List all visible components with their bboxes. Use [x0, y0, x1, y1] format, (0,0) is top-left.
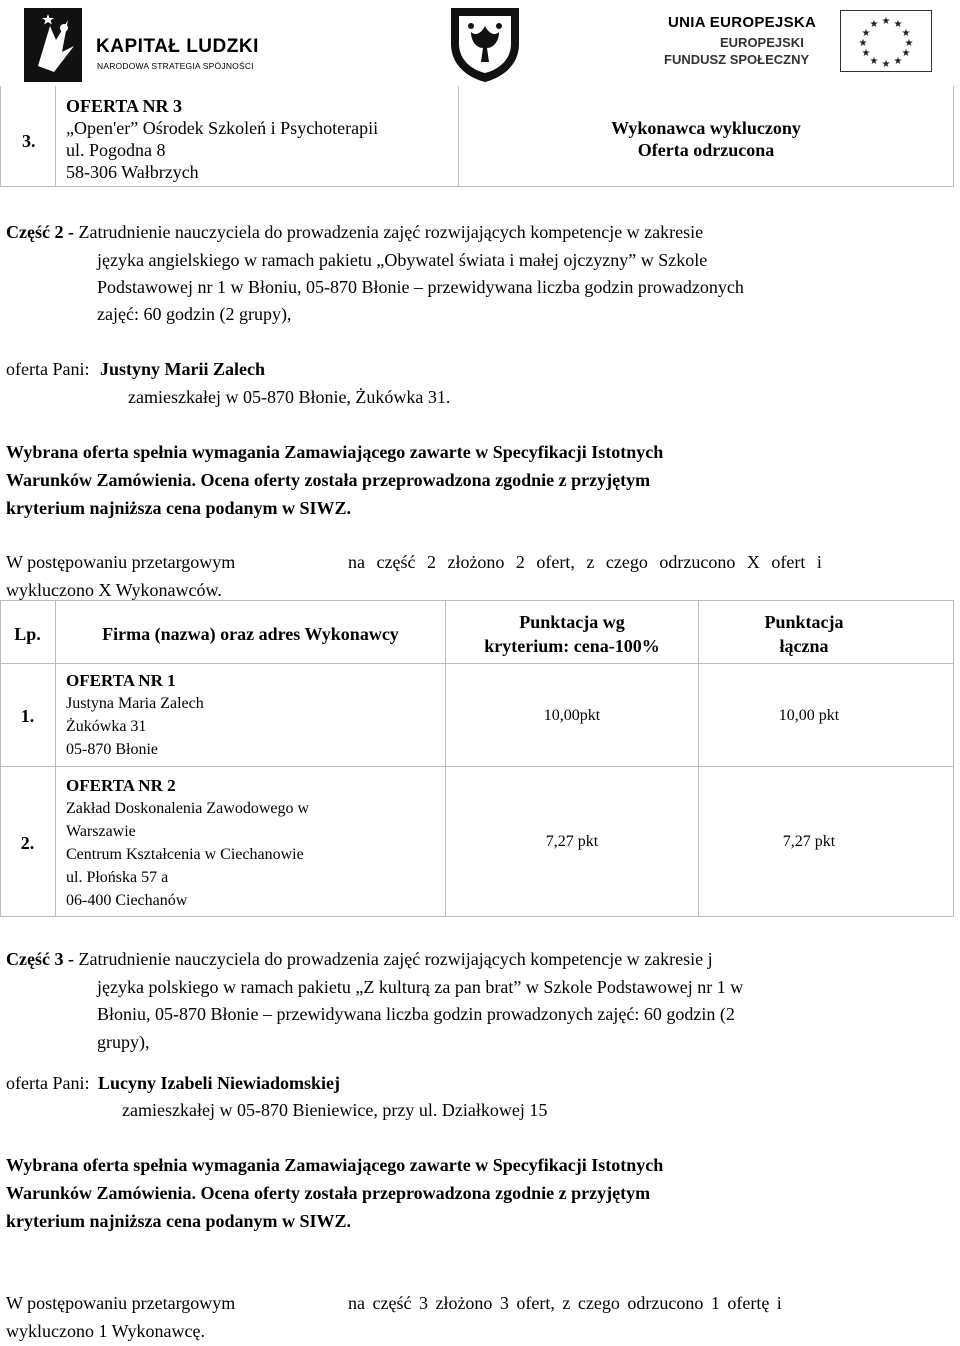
svg-text:★: ★ — [861, 28, 871, 39]
row-score: 10,00pkt — [543, 707, 601, 724]
part3-heading-line: grupy), — [97, 1032, 150, 1052]
top-offer-line: ul. Pogodna 8 — [66, 140, 166, 160]
part3-summary-2: wykluczono 1 Wykonawcę. — [6, 1321, 206, 1341]
eu-logo — [660, 8, 940, 80]
results-table — [0, 600, 955, 918]
row-line: 06-400 Ciechanów — [66, 892, 188, 909]
row-total: 10,00 pkt — [778, 707, 840, 724]
part3-offer-address: zamieszkałej w 05-870 Bieniewice, przy ul. Działkowej 15 — [122, 1100, 548, 1120]
top-status-2: Oferta odrzucona — [637, 140, 775, 160]
row-line: Żukówka 31 — [66, 718, 147, 735]
table-row — [0, 663, 954, 766]
row-line: Zakład Doskonalenia Zawodowego w — [66, 800, 310, 817]
svg-text:★: ★ — [869, 19, 879, 30]
table-header-firm: Firma (nazwa) oraz adres Wykonawcy — [102, 624, 399, 644]
row-total: 7,27 pkt — [782, 833, 836, 850]
part3-selected-line: Warunków Zamówienia. Ocena oferty została przeprowadzona zgodnie z przyjętym — [6, 1183, 651, 1203]
part3-selected-line: Wybrana oferta spełnia wymagania Zamawiającego zawarte w Specyfikacji Istotnych — [6, 1155, 664, 1175]
crest-icon — [445, 4, 525, 84]
row-lp: 2. — [20, 833, 35, 853]
top-status-1: Wykonawca wykluczony — [611, 118, 801, 138]
part2-heading-label: Część 2 - — [6, 222, 74, 242]
row-line: Warszawie — [66, 823, 136, 840]
part2-heading-line: języka angielskiego w ramach pakietu „Obywatel świata i małej ojczyzny” w Szkole — [97, 250, 708, 270]
part2-offer — [6, 358, 265, 380]
part3-offer-name: Lucyny Izabeli Niewiadomskiej — [97, 1073, 340, 1093]
part2-selected-line: Wybrana oferta spełnia wymagania Zamawiającego zawarte w Specyfikacji Istotnych — [6, 442, 664, 462]
top-offer-line: „Open'er” Ośrodek Szkoleń i Psychoterapii — [66, 118, 379, 138]
row-offer: OFERTA NR 2 — [66, 776, 176, 795]
eu-line1: UNIA EUROPEJSKA — [668, 14, 817, 31]
part2-heading — [6, 221, 703, 243]
part3-heading-label: Część 3 - — [6, 949, 74, 969]
row-line: Justyna Maria Zalech — [66, 695, 204, 712]
eu-line2: EUROPEJSKI — [720, 35, 804, 50]
top-offer-title: OFERTA NR 3 — [66, 96, 183, 116]
logo-subtitle: NARODOWA STRATEGIA SPÓJNOŚCI — [97, 61, 254, 71]
part2-offer-address: zamieszkałej w 05-870 Błonie, Żukówka 31. — [128, 387, 451, 407]
svg-text:★: ★ — [881, 59, 891, 70]
table-header-lp: Lp. — [14, 624, 41, 644]
svg-text:★: ★ — [893, 19, 903, 30]
table-header-total: łączna — [779, 636, 829, 656]
top-offer-line: 58-306 Wałbrzych — [66, 162, 199, 182]
eu-stars-icon — [840, 10, 932, 72]
part2-offer-name: Justyny Marii Zalech — [99, 359, 265, 379]
svg-text:★: ★ — [893, 56, 903, 67]
part3-heading-line: języka polskiego w ramach pakietu „Z kulturą za pan brat” w Szkole Podstawowej nr 1 w — [97, 977, 744, 997]
part3-heading-line: Błoniu, 05-870 Błonie – przewidywana liczba godzin prowadzonych zajęć: 60 godzin (2 — [97, 1004, 735, 1024]
part3-selected-line: kryterium najniższa cena podanym w SIWZ. — [6, 1211, 352, 1231]
row-line: Centrum Kształcenia w Ciechanowie — [66, 846, 304, 863]
part2-offer-prefix: oferta Pani: — [6, 359, 90, 379]
svg-text:★: ★ — [901, 48, 911, 59]
part3-offer — [6, 1072, 340, 1094]
part3-summary-a: W postępowaniu przetargowym — [6, 1293, 236, 1313]
svg-text:★: ★ — [858, 38, 868, 49]
part2-selected-line: kryterium najniższa cena podanym w SIWZ. — [6, 498, 352, 518]
top-row-number: 3. — [22, 131, 36, 151]
row-lp: 1. — [20, 706, 35, 726]
svg-text:★: ★ — [901, 28, 911, 39]
part2-selected-line: Warunków Zamówienia. Ocena oferty została przeprowadzona zgodnie z przyjętym — [6, 470, 651, 490]
svg-text:★: ★ — [861, 48, 871, 59]
row-score: 7,27 pkt — [545, 833, 599, 850]
eu-line3: FUNDUSZ SPOŁECZNY — [664, 52, 810, 67]
table-row — [0, 766, 954, 916]
row-line: ul. Płońska 57 a — [66, 869, 169, 886]
part2-heading-line: zajęć: 60 godzin (2 grupy), — [97, 304, 292, 324]
part3-heading — [6, 948, 713, 970]
table-header-total: Punktacja — [764, 612, 844, 632]
row-line: 05-870 Błonie — [66, 741, 158, 758]
table-header-score: Punktacja wg — [519, 612, 625, 632]
part2-heading-text: Zatrudnienie nauczyciela do prowadzenia zajęć rozwijających kompetencje w zakresie — [78, 222, 704, 242]
part2-summary-a: W postępowaniu przetargowym — [6, 552, 236, 572]
kapital-ludzki-emblem-icon — [18, 6, 88, 84]
svg-text:★: ★ — [904, 38, 914, 49]
part2-heading-line: Podstawowej nr 1 w Błoniu, 05-870 Błonie – przewidywana liczba godzin prowadzonych — [97, 277, 744, 297]
svg-text:★: ★ — [881, 16, 891, 27]
part2-summary-2: wykluczono X Wykonawców. — [6, 580, 222, 600]
svg-text:★: ★ — [869, 56, 879, 67]
part3-summary-b: na część 3 złożono 3 ofert, z czego odrzucono 1 ofertę i — [348, 1293, 782, 1313]
row-offer: OFERTA NR 1 — [66, 671, 176, 690]
part2-summary-b: na część 2 złożono 2 ofert, z czego odrzucono X ofert i — [348, 552, 822, 572]
logo-title: KAPITAŁ LUDZKI — [96, 36, 259, 57]
part3-offer-prefix: oferta Pani: — [6, 1073, 90, 1093]
table-header-score: kryterium: cena-100% — [484, 636, 660, 656]
kapital-ludzki-logo — [18, 6, 288, 86]
part3-heading-text: Zatrudnienie nauczyciela do prowadzenia zajęć rozwijających kompetencje w zakresie j — [78, 949, 713, 969]
